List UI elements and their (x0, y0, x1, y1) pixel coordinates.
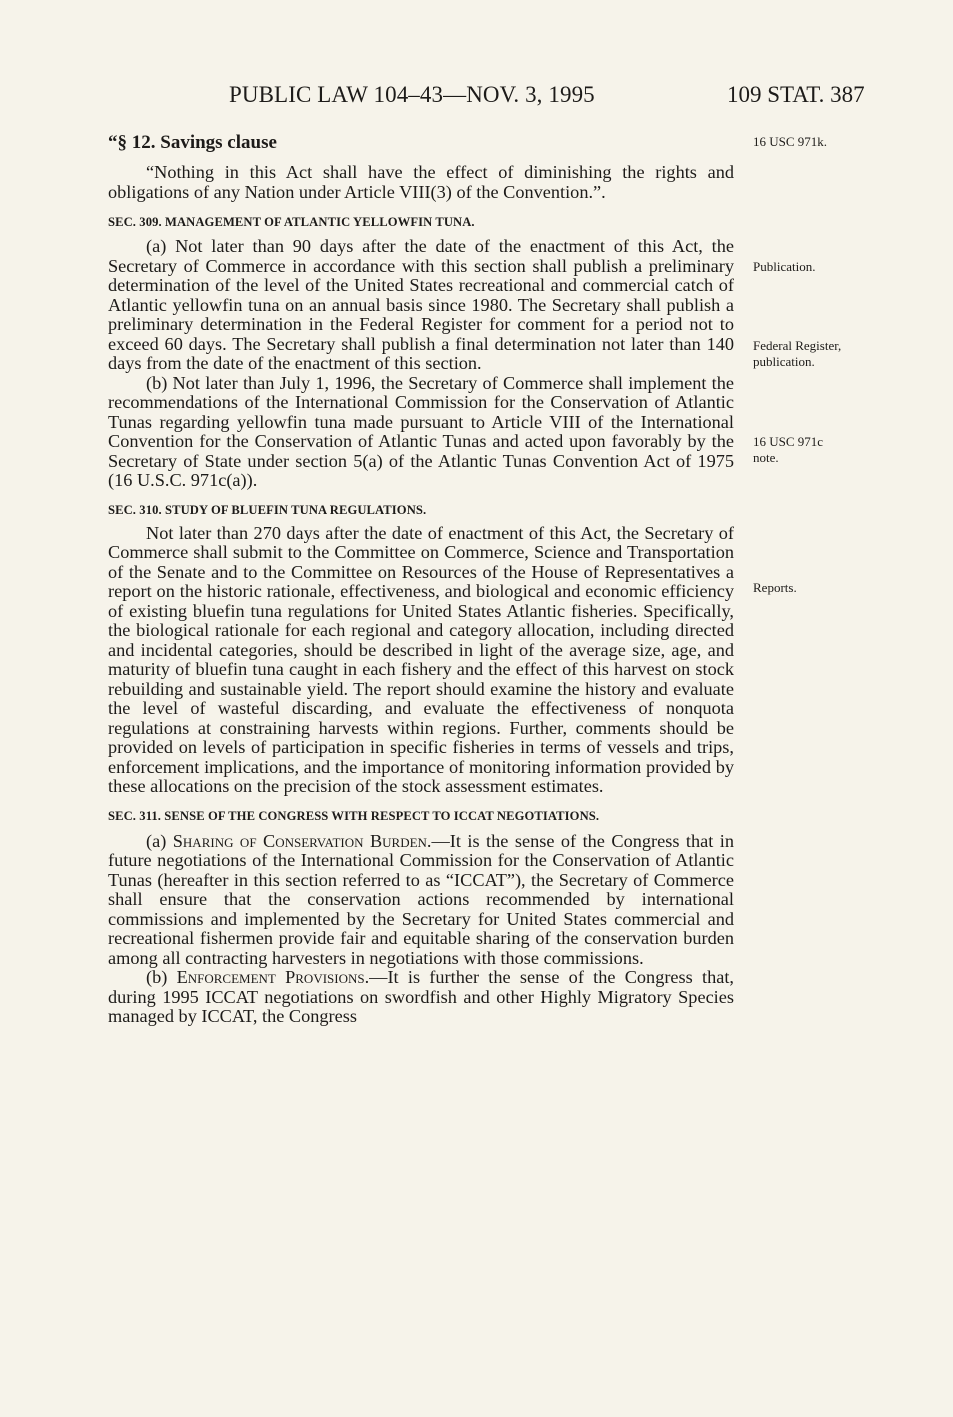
sec-309-subsection-b: (b) Not later than July 1, 1996, the Secretary of Commerce shall implement the recommendations of the International Commission for the Conservation of Atlantic Tunas regarding yellowfin tuna made pursuant to Article VIII of the International Convention for the Conservation of Atlantic Tunas and acted upon favorably by the Secretary of State under section 5(a) of the Atlantic Tunas Convention Act of 1975 (16 U.S.C. 971c(a)). (108, 372, 734, 490)
margin-note-16usc971k (753, 134, 893, 150)
margin-note-publication (753, 259, 893, 275)
header-title: PUBLIC LAW 104–43—NOV. 3, 1995 (229, 82, 595, 107)
margin-note-text: Reports. (753, 580, 797, 595)
section-12-heading: “§ 12. Savings clause (108, 132, 277, 153)
subsection-label: (b) (146, 967, 177, 987)
margin-note-line: Federal Register, (753, 338, 842, 353)
subsection-label: (a) (146, 830, 173, 851)
margin-note-reports (753, 580, 893, 596)
sec-310-text: Not later than 270 days after the date of enactment of this Act, the Secretary of Commerce shall submit to the Committee on Commerce, Science and Transportation of the Senate and to the Committee on Resources of the House of Representatives a report on the historic rationale, effectiveness, and biological and economic efficiency of existing bluefin tuna regulations for United States Atlantic fisheries. Specifically, the biological rationale for each regional and category allocation, including directed and incidental categories, should be described in light of the average size, age, and maturity of bluefin tuna caught in each fishery and the effect of this harvest on stock rebuilding and sustainable yield. The report should examine the history and evaluate the level of wasteful discarding, and evaluate the effectiveness of nonquota regulations at constraining harvests within regions. Further, comments should be provided on levels of participation in specific fisheries in terms of vessels and trips, enforcement implications, and the importance of monitoring information provided by these allocations on the precision of the stock assessment estimates. (108, 522, 734, 796)
subsection-title: Enforcement Provisions (176, 967, 365, 987)
subsection-text: .—It is further the sense of the Congress that, during 1995 ICCAT negotiations on swordfish and other Highly Migratory Species managed by ICCAT, the Congress (108, 967, 734, 1026)
sec-311-heading: SEC. 311. SENSE OF THE CONGRESS WITH RESPECT TO ICCAT NEGOTIATIONS. (108, 808, 600, 823)
margin-note-text: Publication. (753, 259, 816, 274)
margin-note-text: 16 USC 971k. (753, 134, 828, 149)
margin-note-line: publication. (753, 354, 815, 369)
margin-note-line: note. (753, 450, 779, 465)
sec-310-heading: SEC. 310. STUDY OF BLUEFIN TUNA REGULATIONS. (108, 502, 427, 517)
subsection-text: .—It is the sense of the Congress that in future negotiations of the International Commission for the Conservation of Atlantic Tunas (hereafter in this section referred to as “ICCAT”), the Secretary of Commerce shall ensure that the conservation actions recommended by international commissions and implemented by the Secretary for United States commercial and recreational fishermen provide fair and equitable sharing of the conservation burden among all contracting harvesters in negotiations with those commissions. (108, 830, 734, 968)
body-text (108, 131, 734, 1027)
margin-note-16usc971c (753, 434, 893, 466)
section-12-text: “Nothing in this Act shall have the effect of diminishing the rights and obligations of any Nation under Article VIII(3) of the Convention.”. (108, 162, 734, 202)
sec-311-subsection-a (108, 832, 734, 969)
margin-note-line: 16 USC 971c (753, 434, 824, 449)
margin-note-federal-register (753, 338, 893, 370)
header-stat-page: 109 STAT. 387 (727, 82, 865, 107)
running-header (0, 82, 953, 116)
sec-311-subsection-b (108, 968, 734, 1027)
sec-309-heading: SEC. 309. MANAGEMENT OF ATLANTIC YELLOWFIN TUNA. (108, 215, 475, 229)
subsection-title: Sharing of Conservation Burden (172, 830, 427, 851)
sec-309-subsection-a: (a) Not later than 90 days after the date of the enactment of this Act, the Secretary of Commerce in accordance with this section shall publish a preliminary determination of the level of the United States recreational and commercial catch of Atlantic yellowfin tuna on an annual basis since 1980. The Secretary shall publish a preliminary determination in the Federal Register for comment for a period not to exceed 60 days. The Secretary shall publish a final determination not later than 140 days from the date of the enactment of this section. (108, 236, 734, 373)
